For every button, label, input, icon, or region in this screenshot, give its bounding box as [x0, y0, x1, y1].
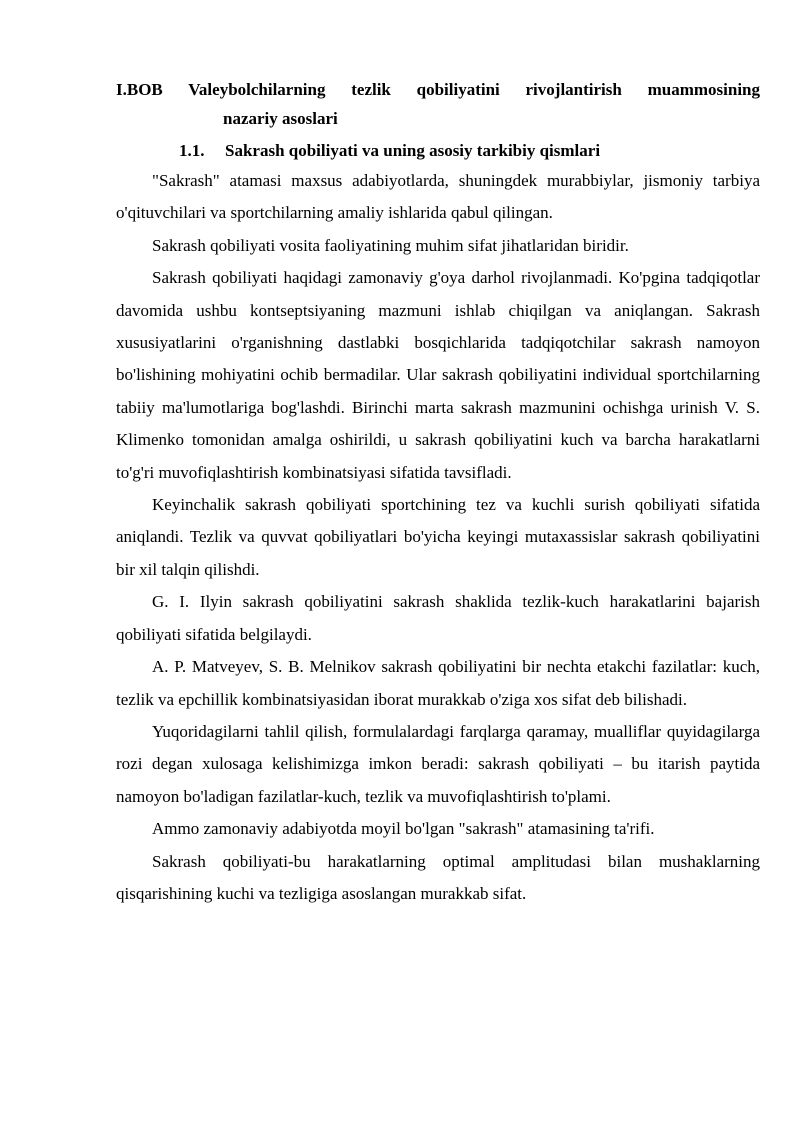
paragraph: Sakrash qobiliyati-bu harakatlarning optimal amplitudasi bilan mushaklarning qisqarishining kuchi va tezligiga asoslangan murakkab sifat. — [116, 851, 760, 903]
section-number: 1.1. — [179, 141, 205, 160]
paragraph: "Sakrash" atamasi maxsus adabiyotlarda, shuningdek murabbiylar, jismoniy tarbiya o'qituvchilari va sportchilarning amaliy ishlarida qabul qilingan. — [116, 171, 760, 223]
chapter-title-line1: I.BOB Valeybolchilarning tezlik qobiliyatini rivojlantirish muammosining — [116, 80, 760, 99]
chapter-title-line2: nazariy asoslari — [223, 109, 338, 128]
paragraph: Sakrash qobiliyati vosita faoliyatining muhim sifat jihatlaridan biridir. — [152, 235, 629, 255]
paragraph: Yuqoridagilarni tahlil qilish, formulalardagi farqlarga qaramay, mualliflar quyidagilarga rozi degan xulosaga kelishimizga imkon beradi: sakrash qobiliyati – bu itarish paytida namoyon bo'ladigan fazilatlar-kuch, tezlik va muvofiqlashtirish to'plami. — [116, 721, 760, 806]
paragraph: Ammo zamonaviy adabiyotda moyil bo'lgan "sakrash" atamasining ta'rifi. — [152, 819, 655, 839]
paragraph: Sakrash qobiliyati haqidagi zamonaviy g'oya darhol rivojlanmadi. Ko'pgina tadqiqotlar davomida ushbu kontseptsiyaning mazmuni ishlab chiqilgan va aniqlangan. Sakrash xususiyatlarini o'rganishning dastlabki bosqichlarida tadqiqotchilar sakrash namoyon bo'lishining mohiyatini ochib bermadilar. Ular sakrash qobiliyatini individual sportchilarning tabiiy ma'lumotlariga bog'lashdi. Birinchi marta sakrash mazmunini ochishga urinish V. S. Klimenko tomonidan amalga oshirildi, u sakrash qobiliyatini kuch va barcha harakatlarni to'g'ri muvofiqlashtirish kombinatsiyasi sifatida tavsifladi. — [116, 268, 760, 482]
document-page — [116, 75, 760, 910]
paragraph: Keyinchalik sakrash qobiliyati sportchining tez va kuchli surish qobiliyati sifatida aniqlandi. Tezlik va quvvat qobiliyatlari bo'yicha keyingi mutaxassislar sakrash qobiliyatini bir xil talqin qilishdi. — [116, 495, 760, 579]
section-heading — [179, 136, 760, 165]
section-title: Sakrash qobiliyati va uning asosiy tarkibiy qismlari — [225, 141, 601, 160]
paragraph: A. P. Matveyev, S. B. Melnikov sakrash qobiliyatini bir nechta etakchi fazilatlar: kuch, tezlik va epchillik kombinatsiyasidan iborat murakkab o'ziga xos sifat deb bilishadi. — [116, 657, 760, 709]
body-text — [116, 165, 760, 910]
paragraph: G. I. Ilyin sakrash qobiliyatini sakrash shaklida tezlik-kuch harakatlarini bajarish qobiliyati sifatida belgilaydi. — [116, 592, 760, 644]
